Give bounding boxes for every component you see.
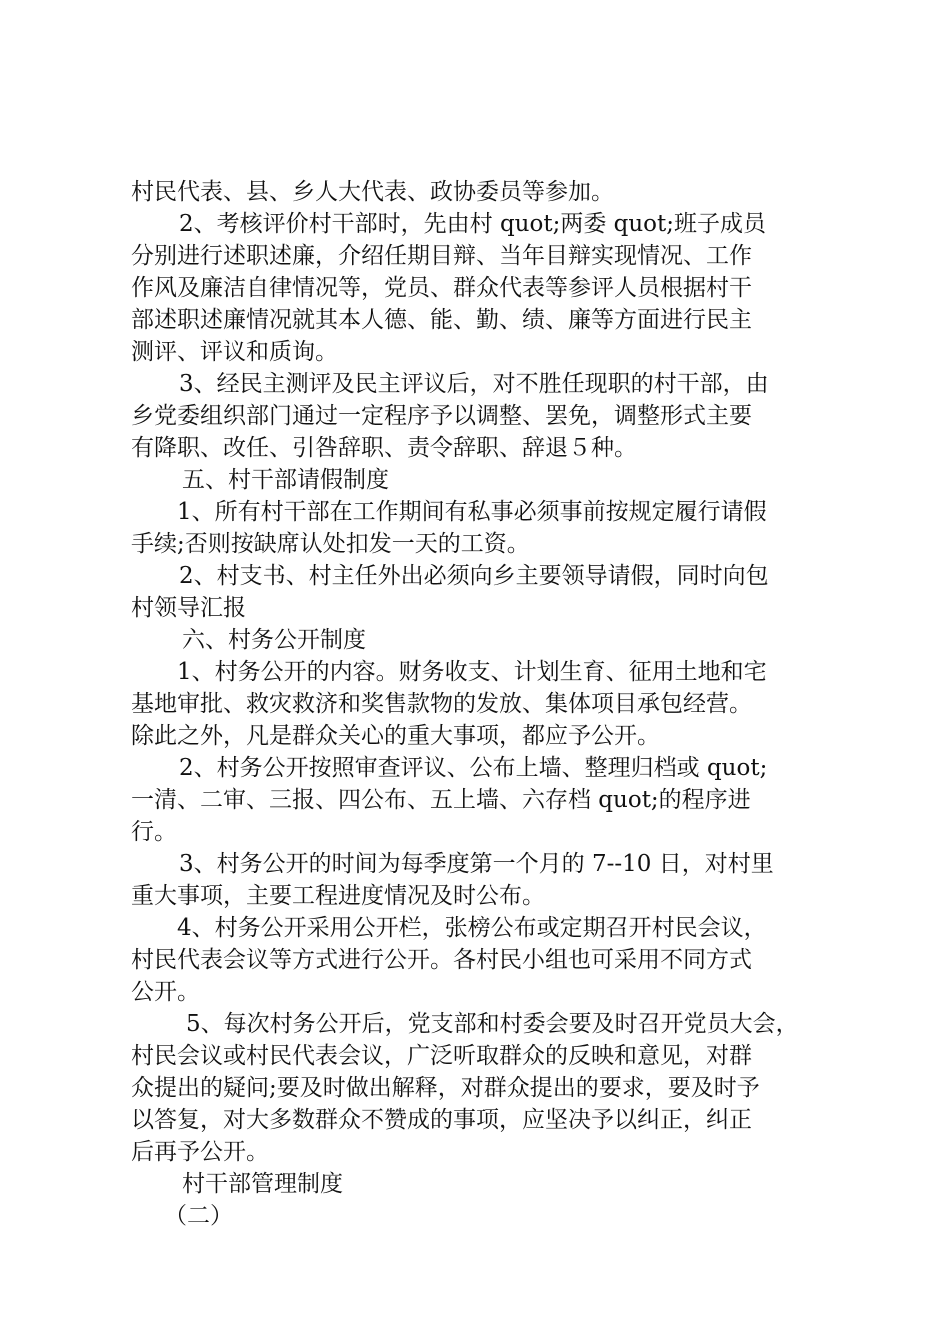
section-heading: 五、村干部请假制度 [182,467,389,493]
text-line: 2、村支书、村主任外出必须向乡主要领导请假，同时向包 [179,563,769,589]
text-line: 重大事项，主要工程进度情况及时公布。 [131,883,545,909]
text-line: 后再予公开。 [131,1139,269,1165]
text-line: 2、考核评价村干部时，先由村 quot;两委 quot;班子成员 [179,211,767,237]
text-line: 乡党委组织部门通过一定程序予以调整、罢免，调整形式主要 [131,403,752,429]
text-line: 村民代表会议等方式进行公开。各村民小组也可采用不同方式 [131,947,752,973]
text-line: 村民代表、县、乡人大代表、政协委员等参加。 [131,179,614,205]
text-line: 1、所有村干部在工作期间有私事必须事前按规定履行请假 [177,499,767,525]
text-line: 3、经民主测评及民主评议后，对不胜任现职的村干部，由 [179,371,769,397]
text-line: 村民会议或村民代表会议，广泛听取群众的反映和意见，对群 [131,1043,752,1069]
text-line: 4、村务公开采用公开栏，张榜公布或定期召开村民会议， [177,915,767,941]
text-line: 公开。 [131,979,200,1005]
text-line: 行。 [131,819,177,845]
text-line: 部述职述廉情况就其本人德、能、勤、绩、廉等方面进行民主 [131,307,752,333]
section-heading: 六、村务公开制度 [182,627,366,653]
text-line: 作风及廉洁自律情况等，党员、群众代表等参评人员根据村干 [131,275,752,301]
text-line: 分别进行述职述廉，介绍任期目辩、当年目辩实现情况、工作 [131,243,752,269]
text-line: 有降职、改任、引咎辞职、责令辞职、辞退５种。 [131,435,637,461]
text-line: 5、每次村务公开后，党支部和村委会要及时召开党员大会， [186,1011,799,1037]
document-body [131,176,831,1232]
text-line: 除此之外，凡是群众关心的重大事项，都应予公开。 [131,723,660,749]
section-number: （二） [164,1203,233,1229]
text-line: 1、村务公开的内容。财务收支、计划生育、征用土地和宅 [177,659,767,685]
text-line: 村领导汇报 [131,595,246,621]
text-line: 一清、二审、三报、四公布、五上墙、六存档 quot;的程序进 [131,787,751,813]
text-line: 测评、评议和质询。 [131,339,338,365]
text-line: 众提出的疑问;要及时做出解释，对群众提出的要求，要及时予 [131,1075,760,1101]
text-line: 手续;否则按缺席认处扣发一天的工资。 [131,531,530,557]
text-line: 以答复，对大多数群众不赞成的事项，应坚决予以纠正，纠正 [131,1107,752,1133]
text-line: 3、村务公开的时间为每季度第一个月的 7--10 日，对村里 [179,851,774,877]
document-title: 村干部管理制度 [182,1171,343,1197]
text-line: 2、村务公开按照审查评议、公布上墙、整理归档或 quot; [179,755,768,781]
text-line: 基地审批、救灾救济和奖售款物的发放、集体项目承包经营。 [131,691,752,717]
